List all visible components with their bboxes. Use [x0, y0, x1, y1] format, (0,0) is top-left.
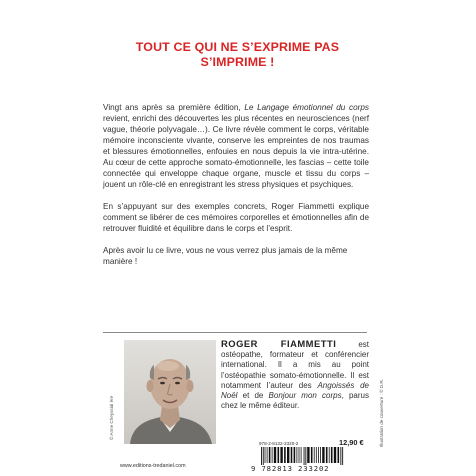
price-label: 12,90 € [339, 438, 364, 447]
barcode-bar [272, 447, 273, 463]
barcode-bar [322, 447, 324, 463]
author-bio-text-3: , parus chez le même éditeur. [221, 391, 369, 411]
headline-line-2: S’IMPRIME ! [200, 55, 275, 69]
barcode-bar [263, 447, 264, 465]
author-name: ROGER FIAMMETTI [221, 338, 337, 349]
blurb-intro: Vingt ans après sa première édition, [103, 103, 245, 112]
barcode-bar [340, 447, 341, 465]
barcode-bar [297, 447, 298, 463]
barcode-bar [314, 447, 315, 463]
barcode-bar [299, 447, 300, 463]
barcode-bar [287, 447, 289, 463]
barcode-bar [265, 447, 266, 463]
author-photo [124, 340, 216, 444]
blurb-paragraph-2: En s’appuyant sur des exemples concrets, Roger Fiammetti explique comment se libérer de ces mémoires corporelles et émotionnelles afin de retrouver fluidité et équilibre dans le corps et l’esprit. [103, 202, 369, 233]
barcode-bar [307, 447, 309, 463]
author-portrait-illustration [124, 340, 216, 444]
barcode-bar [320, 447, 321, 463]
book-title: Le Langage émotionnel du corps [244, 103, 370, 112]
barcode-bar [280, 447, 282, 463]
barcode-bar [284, 447, 286, 463]
barcode-bar [311, 447, 313, 463]
barcode-bar [329, 447, 330, 463]
isbn-barcode [259, 447, 367, 465]
cover-illustration-credit: Illustration de couverture : © D.R. [379, 379, 384, 447]
author-bio [221, 339, 369, 411]
isbn-label: 978-2-8132-3320-2 [259, 441, 299, 446]
barcode-bar [261, 447, 262, 465]
barcode-bar [316, 447, 317, 463]
blurb-paragraph-1 [103, 102, 369, 190]
blurb-continuation: revient, enrichi des découvertes les plus récentes en neurosciences (nerf vague, théorie polyvagale…). Ce livre révèle comment le corps, véritable mémoire inconsciente vivante, conserve les empreintes de nos traumas et blessures émotionnelles, enfouies en nous depuis la vie intra-utérine. Au cœur de cette approche somato-émotionnelle, les fascias – cette toile connectée qui enveloppe chaque organe, muscle et tissu du corps – jouent un rôle-clé en enregistrant les stress physiques et psychiques. [103, 114, 369, 189]
photo-credit: © Anne Cheyssial ère [109, 395, 114, 440]
other-book-title-2: Bonjour mon corps [268, 391, 342, 401]
headline-line-1: TOUT CE QUI NE S’EXPRIME PAS [135, 40, 340, 54]
barcode-bar [342, 447, 343, 465]
headline [87, 40, 388, 70]
barcode-bar [326, 447, 328, 463]
barcode-bar [274, 447, 276, 463]
barcode-bar [294, 447, 296, 463]
blurb-paragraph-3: Après avoir lu ce livre, vous ne vous verrez plus jamais de la même manière ! [103, 246, 348, 266]
book-back-cover [87, 0, 388, 476]
barcode-bar [318, 447, 319, 463]
other-book-title-1: Angoissés de Noël [221, 380, 370, 401]
barcode-bar [331, 447, 333, 463]
barcode-bar [305, 447, 306, 465]
blurb [103, 102, 369, 278]
barcode-bar [291, 447, 293, 463]
barcode-bar [334, 447, 336, 463]
barcode-bar [338, 447, 340, 463]
author-bio-text-1: est ostéopathe, formateur et conférencier international. Il a mis au point l’ostéopathie somato-émotionnelle. Il est notamment l’auteur des [221, 340, 369, 390]
barcode-bar [267, 447, 268, 463]
barcode-bar [278, 447, 280, 463]
barcode-bar [304, 447, 305, 465]
separator-line [103, 332, 367, 333]
barcode-bar [269, 447, 271, 463]
author-bio-text-2: et de [237, 391, 269, 401]
barcode-bar [301, 447, 302, 463]
publisher-website: www.editions-tredaniel.com [120, 463, 186, 469]
barcode-digits: 9 782813 233202 [251, 464, 330, 473]
